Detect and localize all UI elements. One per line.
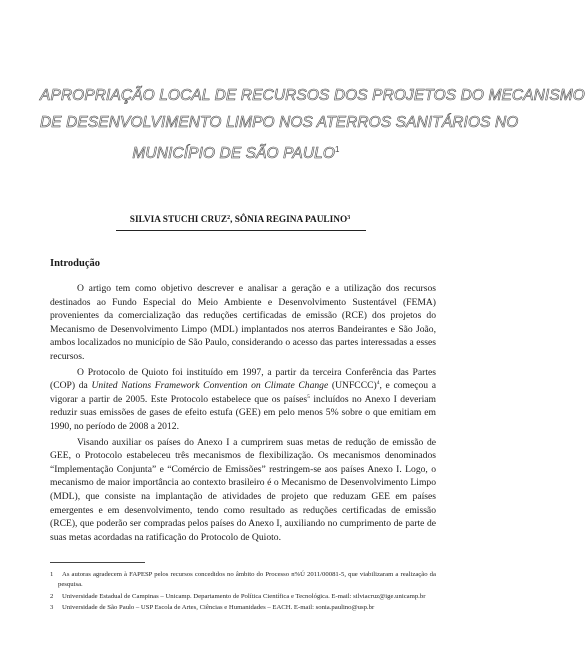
footnote-2-number: 2 <box>50 592 54 600</box>
paragraph-1: O artigo tem como objetivo descrever e analisar a geração e a utilização dos recursos destinados ao Fundo Especial do Meio Ambiente e Desenvolvimento Sustentável (FEMA) provenientes da comercialização das reduções certificadas de emissão (RCE) dos projetos do Mecanismo de Desenvolvimento Limpo (MDL) implantados nos aterros Bandeirantes e São João, ambos localizados no município de São Paulo, considerando o acesso das partes interessadas a esses recursos. <box>50 283 436 362</box>
author-separator: , <box>230 215 235 225</box>
paragraph-2-part-a: O Protocolo de Quioto foi instituído em 1997, a partir da terceira Conferência das Partes (COP) da <box>50 366 436 392</box>
footnote-3 <box>50 603 436 613</box>
footnote-2-text: Universidade Estadual de Campinas – Unicamp. Departamento de Política Científica e Tecnológica. E-mail: silviacruz@ige.unicamp.br <box>62 592 426 600</box>
title-line-2: DE DESENVOLVIMENTO LIMPO NOS ATERROS SANITÁRIOS NO <box>40 114 519 131</box>
title-footnote-mark[interactable]: 1 <box>335 145 340 154</box>
author-underline-rule <box>116 230 366 231</box>
footnote-separator-rule <box>50 562 145 563</box>
article-title <box>40 82 585 167</box>
paragraph-2-italic-title: United Nations Framework Convention on Climate Change <box>91 380 329 392</box>
paragraph-2-part-c: , e começou a vigorar a partir de 2005. Este Protocolo estabelece que os países <box>50 380 436 405</box>
footnotes-block <box>50 570 436 615</box>
paragraph-2 <box>50 366 436 434</box>
paragraph-2-part-b: (UNFCCC) <box>328 380 377 392</box>
author-2-footnote-mark[interactable]: 3 <box>347 215 351 221</box>
footnote-3-text: Universidade de São Paulo – USP Escola de Artes, Ciências e Humanidades – EACH. E-mail: sonia.paulino@usp.br <box>62 604 375 612</box>
footnote-mark-5[interactable]: 5 <box>307 393 310 400</box>
article-body <box>50 282 436 546</box>
title-line-3 <box>40 136 432 167</box>
author-1-footnote-mark[interactable]: 2 <box>227 215 231 221</box>
footnote-1 <box>50 570 436 590</box>
author-line <box>110 215 370 225</box>
author-2-name: SÔNIA REGINA PAULINO <box>234 215 348 225</box>
title-line-1: APROPRIAÇÃO LOCAL DE RECURSOS DOS PROJETOS DO MECANISMO <box>40 87 585 104</box>
footnote-3-number: 3 <box>50 604 54 612</box>
footnote-1-text: As autoras agradecem à FAPESP pelos recursos concedidos no âmbito do Processo n%Ú 2011/00081-5, que viabilizaram a realização da pesquisa. <box>58 571 436 588</box>
author-1-name: SILVIA STUCHI CRUZ <box>129 215 228 225</box>
footnote-1-number: 1 <box>50 571 54 578</box>
footnote-mark-4[interactable]: 4 <box>376 380 380 387</box>
paragraph-3: Visando auxiliar os países do Anexo I a cumprirem suas metas de redução de emissão de GEE, o Protocolo estabeleceu três mecanismos de flexibilização. Os mecanismos denominados “Implementação Conjunta” e “Comércio de Emissões” restringem-se aos países Anexo I. Logo, o mecanismo de maior importância ao contexto brasileiro é o Mecanismo de Desenvolvimento Limpo (MDL), que consiste na implantação de atividades de projeto que reduzam GEE em países emergentes e em desenvolvimento, tendo como resultado as reduções certificadas de emissão (RCE), que poderão ser compradas pelos países do Anexo I, auxiliando no cumprimento de parte de suas metas acordadas na ratificação do Protocolo de Quioto. <box>50 436 436 543</box>
paragraph-2-part-d: incluídos no Anexo I deveriam reduzir suas emissões de gases de efeito estufa (GEE) em pelo menos 5% sobre o que emitiam em 1990, no período de 2008 a 2012. <box>50 393 436 432</box>
footnote-2 <box>50 592 436 602</box>
section-heading-introducao: Introdução <box>50 258 100 269</box>
title-line-3-text: MUNICÍPIO DE SÃO PAULO <box>132 145 336 162</box>
